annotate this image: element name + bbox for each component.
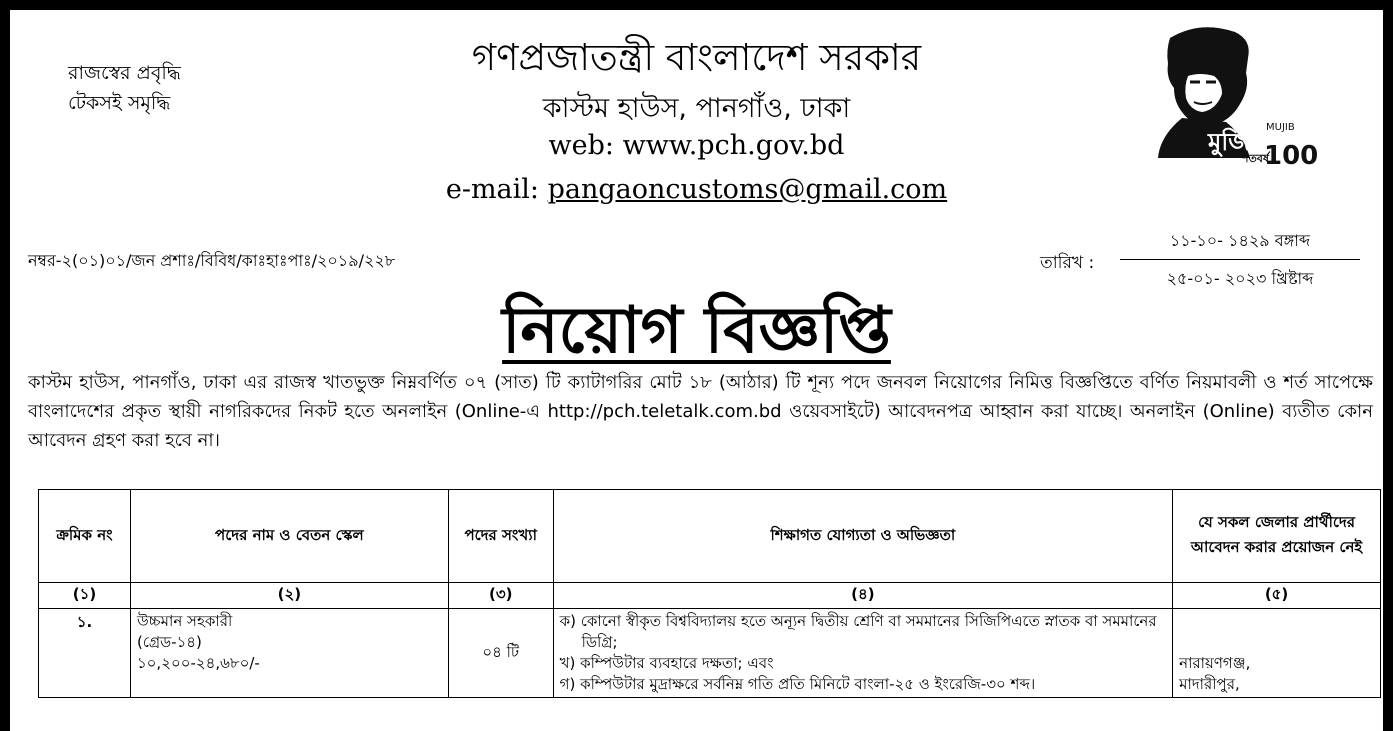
table-header-row <box>39 490 1381 583</box>
row-post <box>130 609 448 698</box>
qualification-item: খ) কম্পিউটার ব্যবহারে দক্ষতা; এবং <box>559 654 774 672</box>
email-label: e-mail: <box>445 174 548 205</box>
col-number: (৩) <box>448 583 553 609</box>
header-districts: যে সকল জেলার প্রার্থীদের আবেদন করার প্রয়োজন নেই <box>1173 490 1381 583</box>
motto-line-1: রাজস্বের প্রবৃদ্ধি <box>68 62 181 84</box>
mujib-100-logo-icon <box>1130 18 1319 171</box>
col-number: (২) <box>130 583 448 609</box>
row-districts <box>1173 609 1381 698</box>
col-number: (৪) <box>553 583 1172 609</box>
email-line <box>0 174 1393 205</box>
top-border <box>0 0 1393 10</box>
vacancy-table <box>38 489 1381 698</box>
date-label: তারিখ : <box>1040 253 1095 273</box>
column-number-row <box>39 583 1381 609</box>
email-link[interactable]: pangaoncustoms@gmail.com <box>547 174 948 205</box>
col-number: (১) <box>39 583 131 609</box>
website: web: www.pch.gov.bd <box>548 130 845 161</box>
col-number: (৫) <box>1173 583 1381 609</box>
post-scale: ১০,২০০-২৪,৬৮০/- <box>136 654 260 672</box>
logo-main-text: মুজিব <box>1208 128 1264 156</box>
row-count: ০৪ টি <box>448 609 553 698</box>
row-serial: ১. <box>39 609 131 698</box>
logo-sub-text: শতবর্ষ <box>1242 152 1269 165</box>
government-title: গণপ্রজাতন্ত্রী বাংলাদেশ সরকার <box>471 36 922 79</box>
date-gregorian: ২৫-০১- ২০২৩ খ্রিষ্টাব্দ <box>1166 269 1314 288</box>
district-item: নারায়ণগঞ্জ, <box>1179 654 1251 672</box>
row-qualification <box>553 609 1172 698</box>
header-post: পদের নাম ও বেতন স্কেল <box>130 490 448 583</box>
qualification-item: গ) কম্পিউটার মুদ্রাক্ষরে সর্বনিম্ন গতি প্রতি মিনিটে বাংলা-২৫ ও ইংরেজি-৩০ শব্দ। <box>559 675 1036 693</box>
post-grade: (গ্রেড-১৪) <box>136 633 202 651</box>
header-serial: ক্রমিক নং <box>39 490 131 583</box>
post-name: উচ্চমান সহকারী <box>136 612 233 630</box>
memo-number: নম্বর-২(০১)০১/জন প্রশাঃ/বিবিধ/কাঃহাঃপাঃ/২০১৯/২২৮ <box>28 251 396 270</box>
intro-paragraph: কাস্টম হাউস, পানগাঁও, ঢাকা এর রাজস্ব খাতভুক্ত নিম্নবর্ণিত ০৭ (সাত) টি ক্যাটাগরির মোট ১৮ (আঠার) টি শূন্য পদে জনবল নিয়োগের নিমিত্ত বিজ্ঞপ্তিতে বর্ণিত নিয়মাবলী ও শর্ত সাপেক্ষে বাংলাদেশের প্রকৃত স্থায়ী নাগরিকদের নিকট হতে অনলাইন (Online-এ http://pch.teletalk.com.bd ওয়েবসাইটে) আবেদনপত্র আহ্বান করা যাচ্ছে। অনলাইন (Online) ব্যতীত কোন আবেদন গ্রহণ করা হবে না। <box>28 372 1373 451</box>
office-name: কাস্টম হাউস, পানগাঁও, ঢাকা <box>542 93 851 124</box>
qualification-item: ক) কোনো স্বীকৃত বিশ্ববিদ্যালয় হতে অন্যূন দ্বিতীয় শ্রেণি বা সমমানের সিজিপিএতে স্নাতক বা সমমানের ডিগ্রি; <box>559 612 1157 651</box>
header-count: পদের সংখ্যা <box>448 490 553 583</box>
header-qualification: শিক্ষাগত যোগ্যতা ও অভিজ্ঞতা <box>553 490 1172 583</box>
district-item: মাদারীপুর, <box>1179 675 1240 693</box>
motto-line-2: টেকসই সমৃদ্ধি <box>68 92 171 114</box>
logo-number: 100 <box>1264 141 1319 171</box>
logo-en-text: MUJIB <box>1266 122 1295 133</box>
headline-text: নিয়োগ বিজ্ঞপ্তি <box>502 294 891 368</box>
table-row <box>39 609 1381 698</box>
date-bangla: ১১-১০- ১৪২৯ বঙ্গাব্দ <box>1120 228 1360 260</box>
